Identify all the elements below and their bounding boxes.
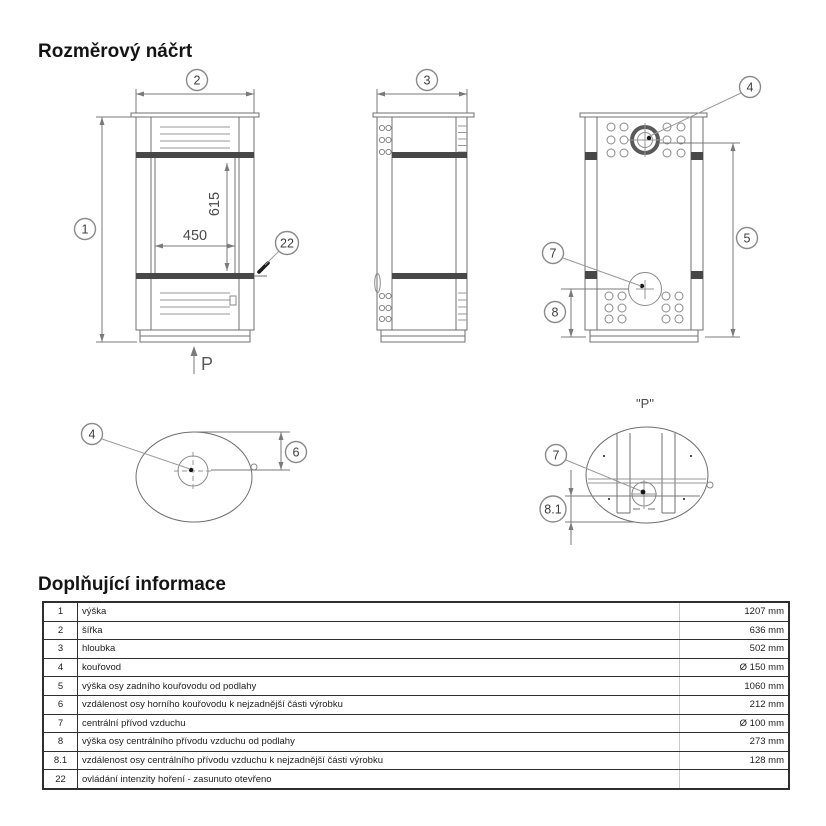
p-view-label: "P": [636, 396, 654, 411]
row-number: 1: [43, 602, 78, 621]
top-plate: [131, 113, 259, 117]
table-row: [43, 621, 789, 640]
strip-band: [585, 271, 597, 279]
dark-trim-band-top: [392, 152, 467, 158]
dim-text-glass-height: 615: [207, 191, 223, 217]
row-value: Ø 100 mm: [680, 714, 790, 733]
strip-band: [585, 152, 597, 160]
balloon-7: [543, 243, 564, 264]
row-description: výška: [78, 602, 680, 621]
row-description: hloubka: [78, 640, 680, 659]
row-number: 7: [43, 714, 78, 733]
svg-text:4: 4: [88, 427, 96, 442]
balloon-8-1: [540, 496, 566, 522]
top-view: [82, 424, 307, 523]
balloon-5: [737, 228, 758, 249]
svg-text:7: 7: [549, 246, 557, 261]
row-number: 8.1: [43, 751, 78, 770]
row-number: 6: [43, 695, 78, 714]
table-row: [43, 695, 789, 714]
balloon-22-leader: [265, 251, 279, 265]
dim-text-glass-width: 450: [182, 228, 208, 244]
dark-trim-band-top: [136, 152, 254, 158]
svg-text:2: 2: [193, 73, 201, 88]
svg-text:5: 5: [743, 231, 751, 246]
row-description: ovládání intenzity hoření - zasunuto otevřeno: [78, 770, 680, 789]
stove-body-rear: [585, 117, 703, 330]
row-number: 8: [43, 733, 78, 752]
top-plate: [580, 113, 707, 117]
row-number: 4: [43, 658, 78, 677]
strip-band: [691, 152, 703, 160]
drawing-section-title: Rozměrový náčrt: [38, 41, 193, 62]
rear-view: [543, 77, 761, 343]
table-row: [43, 714, 789, 733]
rear-nub: [707, 482, 713, 488]
svg-text:7: 7: [552, 448, 560, 463]
p-direction-arrow: [191, 346, 214, 374]
p-direction-label: P: [201, 354, 214, 374]
balloon-4-top: [82, 424, 103, 445]
table-row: [43, 733, 789, 752]
info-table-title: Doplňující informace: [38, 574, 226, 595]
row-description: kouřovod: [78, 658, 680, 677]
additional-info-table: [42, 601, 790, 790]
arrow-up-icon: [191, 346, 198, 356]
table-row: [43, 602, 789, 621]
row-value: 1207 mm: [680, 602, 790, 621]
balloon-7-bottom: [546, 445, 567, 466]
table-row: [43, 751, 789, 770]
bottom-outline-ellipse: [586, 427, 708, 523]
side-view: [373, 70, 474, 343]
dark-trim-band-bottom: [392, 273, 467, 279]
svg-text:6: 6: [292, 445, 300, 460]
table-row: [43, 770, 789, 789]
svg-text:3: 3: [423, 73, 431, 88]
row-number: 2: [43, 621, 78, 640]
row-value: 636 mm: [680, 621, 790, 640]
row-number: 3: [43, 640, 78, 659]
row-description: vzdálenost osy horního kouřovodu k nejzadnější části výrobku: [78, 695, 680, 714]
row-value: 128 mm: [680, 751, 790, 770]
front-view: [75, 70, 299, 375]
svg-text:22: 22: [280, 236, 294, 251]
row-description: výška osy zadního kouřovodu od podlahy: [78, 677, 680, 696]
row-number: 22: [43, 770, 78, 789]
row-description: vzdálenost osy centrálního přívodu vzduchu k nejzadnější části výrobku: [78, 751, 680, 770]
balloon-2: [187, 70, 208, 91]
row-value: Ø 150 mm: [680, 658, 790, 677]
table-row: [43, 658, 789, 677]
row-description: šířka: [78, 621, 680, 640]
balloon-22: [276, 232, 299, 255]
balloon-1: [75, 219, 96, 240]
table-row: [43, 677, 789, 696]
row-description: výška osy centrálního přívodu vzduchu od podlahy: [78, 733, 680, 752]
row-value: [680, 770, 790, 789]
row-number: 5: [43, 677, 78, 696]
top-outline-ellipse: [136, 432, 252, 522]
balloon-8: [545, 302, 566, 323]
svg-text:8: 8: [551, 305, 559, 320]
top-plate: [373, 113, 474, 117]
row-value: 273 mm: [680, 733, 790, 752]
row-value: 502 mm: [680, 640, 790, 659]
row-value: 1060 mm: [680, 677, 790, 696]
dark-trim-band-bottom: [136, 273, 254, 279]
row-value: 212 mm: [680, 695, 790, 714]
strip-band: [691, 271, 703, 279]
balloon-3: [417, 70, 438, 91]
svg-text:1: 1: [81, 222, 89, 237]
row-description: centrální přívod vzduchu: [78, 714, 680, 733]
balloon-6: [286, 442, 307, 463]
table-row: [43, 640, 789, 659]
rear-nub: [251, 464, 257, 470]
balloon-4: [740, 77, 761, 98]
svg-text:4: 4: [746, 80, 754, 95]
svg-text:8.1: 8.1: [544, 502, 562, 517]
control-handle: [259, 263, 268, 272]
p-view: [540, 396, 713, 545]
